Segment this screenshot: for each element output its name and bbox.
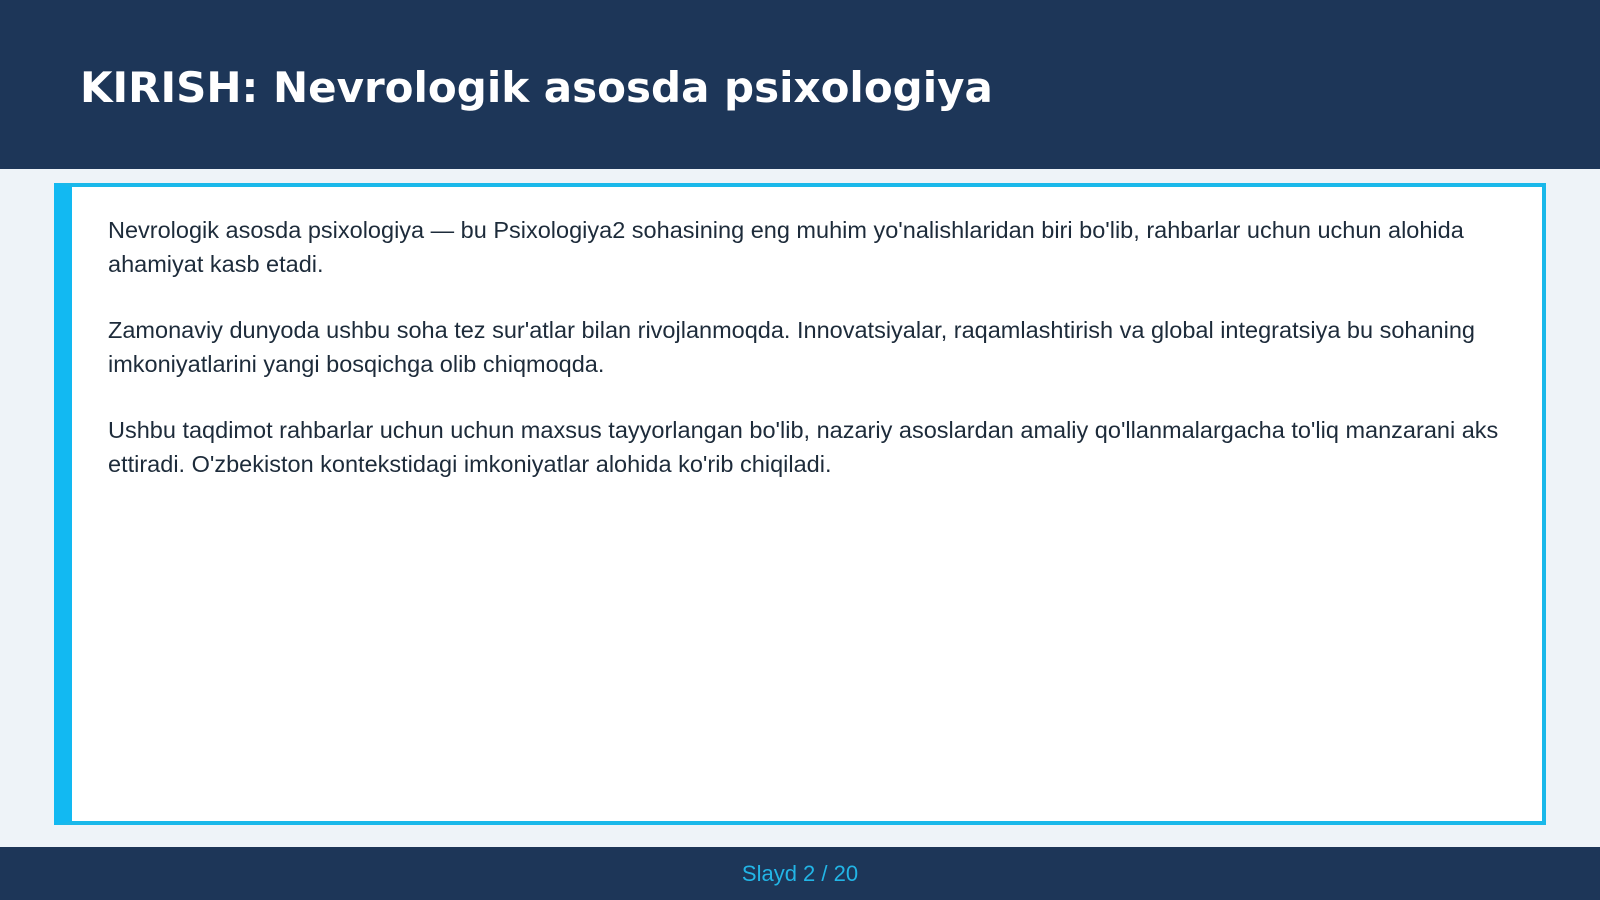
footer-bar — [0, 847, 1600, 900]
paragraph-2: Zamonaviy dunyoda ushbu soha tez sur'atlar bilan rivojlanmoqda. Innovatsiyalar, raqamlashtirish va global integratsiya bu sohaning imkoniyatlarini yangi bosqichga olib chiqmoqda. — [108, 317, 1475, 377]
paragraph-3: Ushbu taqdimot rahbarlar uchun uchun maxsus tayyorlangan bo'lib, nazariy asoslardan amaliy qo'llanmalargacha to'liq manzarani aks ettiradi. O'zbekiston kontekstidagi imkoniyatlar alohida ko'rib chiqiladi. — [108, 417, 1499, 477]
paragraph-1: Nevrologik asosda psixologiya — bu Psixologiya2 sohasining eng muhim yo'nalishlaridan biri bo'lib, rahbarlar uchun uchun alohida ahamiyat kasb etadi. — [108, 217, 1464, 277]
slide-counter: Slayd 2 / 20 — [741, 861, 859, 886]
content-text — [108, 213, 1518, 513]
header-bar — [0, 0, 1600, 169]
content-card — [54, 183, 1546, 825]
slide-title: KIRISH: Nevrologik asosda psixologiya — [80, 63, 993, 112]
